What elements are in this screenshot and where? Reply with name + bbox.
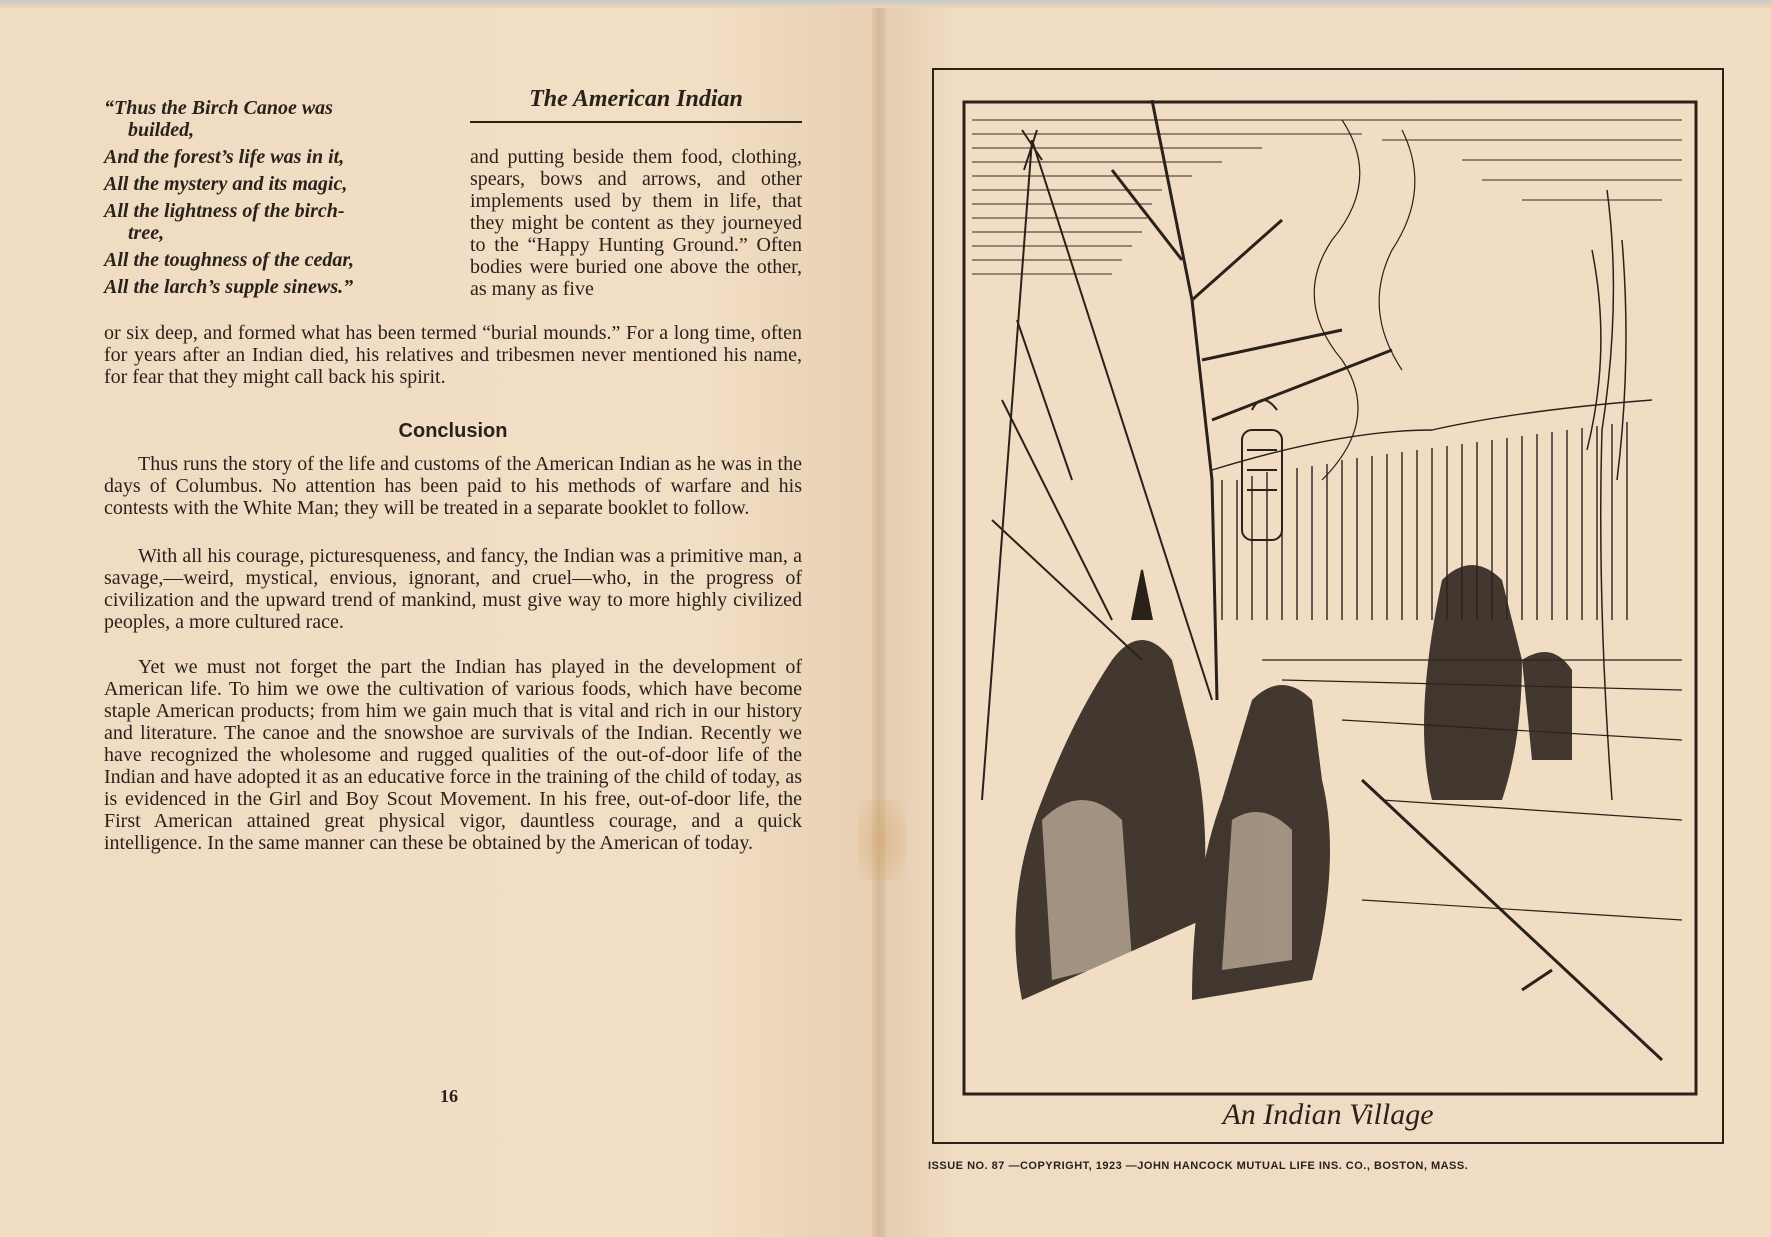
poem-line-text: “Thus the Birch Canoe was — [104, 97, 333, 119]
page-gutter — [872, 8, 886, 1237]
right-column-text: and putting beside them food, clothing, spears, bows and arrows, and other implements used by them in life, that they might be content as they journeyed to the “Happy Hunting Ground.” Often bodies were buried one above the other, as many as five — [470, 146, 802, 300]
poem-line — [104, 200, 444, 244]
poem-line-text: All the lightness of the birch- — [104, 200, 345, 222]
conclusion-paragraph-1: Thus runs the story of the life and customs of the American Indian as he was in the days of Columbus. No attention has been paid to his methods of warfare and his contests with the White Man; they will be treated in a separate booklet to follow. — [104, 453, 802, 519]
poem-line — [104, 249, 444, 271]
poem-line-text: All the larch’s supple sinews.” — [104, 276, 354, 298]
conclusion-paragraph-3: Yet we must not forget the part the Indian has played in the development of American life. To him we owe the cultivation of various foods, which have become staple American products; from him we gain much that is vital and rich in our history and literature. The canoe and the snowshoe are survivals of the Indian. Recently we have recognized the wholesome and rugged qualities of the out-of-door life of the Indian and have adopted it as an educative force in the training of the child of today, as is evidenced in the Girl and Boy Scout Movement. In his free, out-of-door life, the First American attained great physical vigor, dauntless courage, and a quick intelligence. In the same manner can these be obtained by the American of today. — [104, 656, 802, 854]
poem-line-continuation: builded, — [128, 119, 195, 141]
continuation-paragraph: or six deep, and formed what has been termed “burial mounds.” For a long time, often for years after an Indian died, his relatives and tribesmen never mentioned his name, for fear that they might call back his spirit. — [104, 322, 802, 388]
conclusion-heading: Conclusion — [398, 420, 508, 442]
conclusion-paragraph-2: With all his courage, picturesqueness, and fancy, the Indian was a primitive man, a savage,—weird, mystical, envious, ignorant, and cruel—who, in the progress of civilization and the upward trend of mankind, must give way to more highly civilized peoples, a more cultured race. — [104, 545, 802, 633]
header-rule — [470, 121, 802, 123]
page-number: 16 — [440, 1086, 458, 1106]
poem-line — [104, 146, 444, 168]
scan-top-edge — [0, 0, 1771, 8]
poem-line — [104, 173, 444, 195]
poem-line-text: All the mystery and its magic, — [104, 173, 348, 195]
poem-line-text: And the forest’s life was in it, — [104, 146, 345, 168]
poem-block — [104, 97, 444, 303]
poem-line — [104, 97, 444, 141]
poem-line-continuation: tree, — [128, 222, 165, 244]
copyright-footer: ISSUE NO. 87 —COPYRIGHT, 1923 —JOHN HANCOCK MUTUAL LIFE INS. CO., BOSTON, MASS. — [928, 1160, 1469, 1172]
paper-stain — [858, 800, 906, 880]
poem-line — [104, 276, 444, 298]
running-header-title: The American Indian — [529, 86, 743, 112]
indian-village-illustration — [962, 100, 1698, 1096]
poem-line-text: All the toughness of the cedar, — [104, 249, 355, 271]
illustration-caption: An Indian Village — [1222, 1098, 1434, 1131]
